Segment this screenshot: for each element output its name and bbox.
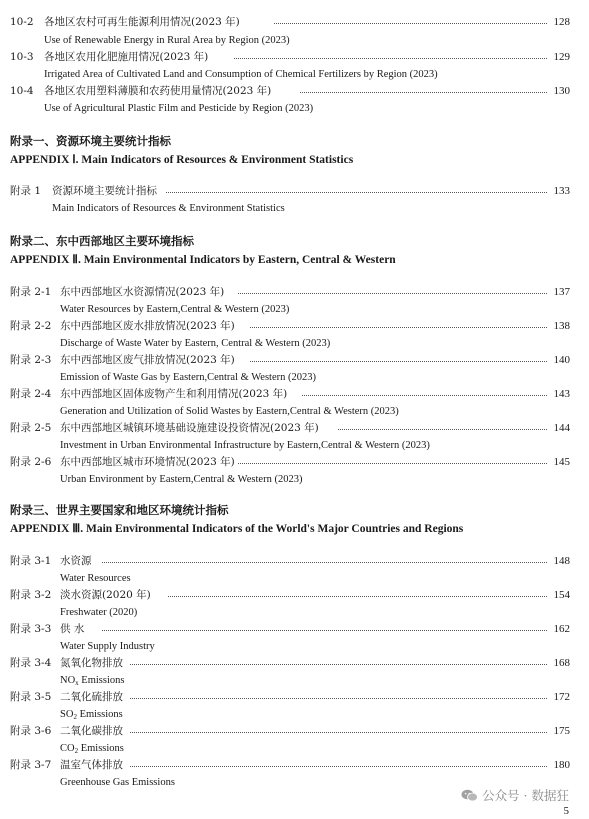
entry-number: 附录 3-4 — [10, 657, 52, 669]
entry-number: 附录 2-2 — [10, 320, 52, 332]
entry-page: 172 — [553, 691, 570, 703]
formula-main: NO — [60, 675, 76, 686]
entry-title-zh: 东中西部地区固体废物产生和利用情况(2023 年) — [60, 388, 288, 400]
entry-page: 144 — [553, 422, 570, 434]
watermark — [461, 786, 569, 804]
watermark-text: 公众号 · 数据狂 — [482, 788, 569, 803]
entry-number: 10-4 — [10, 85, 34, 97]
dot-leader — [102, 562, 547, 563]
entry-title-zh: 资源环境主要统计指标 — [52, 185, 157, 197]
formula-subscript: 2 — [73, 713, 77, 721]
entry-title-en: Greenhouse Gas Emissions — [60, 777, 175, 788]
formula-tail: Emissions — [78, 675, 125, 686]
entry-number: 10-3 — [10, 51, 34, 63]
dot-leader — [130, 766, 547, 767]
toc-entry-appendix-3-1[interactable] — [0, 553, 589, 571]
entry-number: 附录 2-5 — [10, 422, 52, 434]
toc-entry-appendix-3-6[interactable] — [0, 723, 589, 741]
entry-number: 附录 2-6 — [10, 456, 52, 468]
entry-number: 附录 3-7 — [10, 759, 52, 771]
entry-title-zh: 各地区农用塑料薄膜和农药使用量情况(2023 年) — [44, 85, 272, 97]
toc-entry-appendix-3-2[interactable] — [0, 587, 589, 605]
appendix3-heading-en: APPENDIX Ⅲ. Main Environmental Indicators of the World's Major Countries and Regions — [10, 523, 464, 535]
entry-title-en: Water Supply Industry — [60, 641, 155, 652]
dot-leader — [130, 732, 547, 733]
toc-entry-appendix-1[interactable] — [0, 183, 589, 201]
entry-page: 130 — [553, 85, 570, 97]
entry-title-zh: 温室气体排放 — [60, 759, 123, 771]
entry-title-zh: 淡水资源(2020 年) — [60, 589, 151, 601]
formula-main: SO — [60, 709, 74, 720]
appendix2-heading-en: APPENDIX Ⅱ. Main Environmental Indicators by Eastern, Central & Western — [10, 254, 396, 266]
wechat-icon — [461, 789, 478, 802]
entry-page: 154 — [553, 589, 570, 601]
entry-title-en: Urban Environment by Eastern,Central & Western (2023) — [60, 474, 303, 485]
dot-leader — [130, 664, 547, 665]
toc-entry-appendix-2-6[interactable] — [0, 454, 589, 472]
entry-title-zh: 各地区农村可再生能源利用情况(2023 年) — [44, 16, 240, 28]
formula-subscript: 2 — [74, 747, 79, 755]
page-number: 5 — [563, 805, 569, 817]
entry-title-en: Use of Agricultural Plastic Film and Pesticide by Region (2023) — [44, 103, 314, 114]
entry-page: 168 — [553, 657, 570, 669]
appendix3-heading-zh: 附录三、世界主要国家和地区环境统计指标 — [10, 503, 229, 517]
entry-title-zh: 东中西部地区城市环境情况(2023 年) — [60, 456, 235, 468]
entry-page: 143 — [553, 388, 570, 400]
formula-tail: Emissions — [76, 709, 123, 720]
entry-number: 附录 1 — [10, 185, 42, 197]
dot-leader — [234, 58, 547, 59]
entry-title-en: Irrigated Area of Cultivated Land and Consumption of Chemical Fertilizers by Region (2023) — [44, 69, 438, 80]
dot-leader — [338, 429, 547, 430]
entry-title-zh: 东中西部地区废水排放情况(2023 年) — [60, 320, 235, 332]
entry-page: 145 — [553, 456, 570, 468]
formula-subscript: x — [75, 679, 79, 687]
toc-entry-appendix-2-2[interactable] — [0, 318, 589, 336]
entry-page: 180 — [553, 759, 570, 771]
entry-number: 10-2 — [10, 16, 34, 28]
entry-title-zh: 供 水 — [60, 623, 85, 635]
entry-title-zh: 东中西部地区废气排放情况(2023 年) — [60, 354, 235, 366]
entry-title-en: Emission of Waste Gas by Eastern,Central & Western (2023) — [60, 372, 316, 383]
appendix1-heading-zh: 附录一、资源环境主要统计指标 — [10, 134, 171, 148]
entry-title-zh: 氮氧化物排放 — [60, 657, 123, 669]
dot-leader — [300, 92, 547, 93]
entry-title-en: Main Indicators of Resources & Environment Statistics — [52, 203, 285, 214]
dot-leader — [250, 361, 547, 362]
entry-title-en: Investment in Urban Environmental Infrastructure by Eastern,Central & Western (2023) — [60, 440, 430, 451]
entry-number: 附录 3-2 — [10, 589, 52, 601]
toc-entry-appendix-3-4[interactable] — [0, 655, 589, 673]
entry-number: 附录 2-3 — [10, 354, 52, 366]
formula-tail: Emissions — [78, 743, 124, 754]
appendix2-heading-zh: 附录二、东中西部地区主要环境指标 — [10, 234, 194, 248]
entry-number: 附录 3-5 — [10, 691, 52, 703]
dot-leader — [166, 192, 547, 193]
entry-title-zh: 东中西部地区水资源情况(2023 年) — [60, 286, 225, 298]
entry-page: 128 — [553, 16, 570, 28]
entry-title-zh: 各地区农用化肥施用情况(2023 年) — [44, 51, 209, 63]
toc-entry-appendix-3-7[interactable] — [0, 757, 589, 775]
entry-title-zh: 二氧化碳排放 — [60, 725, 123, 737]
entry-title-zh: 二氧化硫排放 — [60, 691, 123, 703]
entry-page: 140 — [553, 354, 570, 366]
entry-number: 附录 2-4 — [10, 388, 52, 400]
entry-title-en: Water Resources by Eastern,Central & Western (2023) — [60, 304, 290, 315]
dot-leader — [238, 293, 547, 294]
entry-page: 133 — [553, 185, 570, 197]
formula-main: CO — [60, 743, 75, 754]
toc-entry-appendix-2-5[interactable] — [0, 420, 589, 438]
entry-title-en: Generation and Utilization of Solid Wastes by Eastern,Central & Western (2023) — [60, 406, 399, 417]
entry-page: 137 — [553, 286, 570, 298]
entry-title-zh: 东中西部地区城镇环境基础设施建设投资情况(2023 年) — [60, 422, 319, 434]
entry-title-zh: 水资源 — [60, 555, 92, 567]
dot-leader — [102, 630, 547, 631]
entry-number: 附录 3-1 — [10, 555, 52, 567]
entry-page: 148 — [553, 555, 570, 567]
entry-title-en: Freshwater (2020) — [60, 607, 138, 618]
toc-entry-10-3[interactable] — [0, 49, 589, 67]
toc-entry-10-2[interactable] — [0, 14, 589, 32]
toc-entry-appendix-2-3[interactable] — [0, 352, 589, 370]
toc-entry-appendix-3-5[interactable] — [0, 689, 589, 707]
entry-number: 附录 2-1 — [10, 286, 52, 298]
dot-leader — [130, 698, 547, 699]
toc-entry-10-4[interactable] — [0, 83, 589, 101]
toc-entry-appendix-3-3[interactable] — [0, 621, 589, 639]
entry-page: 129 — [553, 51, 570, 63]
dot-leader — [168, 596, 547, 597]
entry-title-en: Discharge of Waste Water by Eastern, Central & Western (2023) — [60, 338, 331, 349]
entry-page: 138 — [553, 320, 570, 332]
entry-number: 附录 3-3 — [10, 623, 52, 635]
toc-entry-appendix-2-4[interactable] — [0, 386, 589, 404]
entry-number: 附录 3-6 — [10, 725, 52, 737]
dot-leader — [250, 327, 547, 328]
entry-title-en: Water Resources — [60, 573, 131, 584]
entry-title-en: Use of Renewable Energy in Rural Area by Region (2023) — [44, 35, 290, 46]
appendix1-heading-en: APPENDIX Ⅰ. Main Indicators of Resources & Environment Statistics — [10, 154, 354, 166]
toc-entry-appendix-2-1[interactable] — [0, 284, 589, 302]
entry-page: 162 — [553, 623, 570, 635]
dot-leader — [238, 463, 547, 464]
dot-leader — [302, 395, 547, 396]
dot-leader — [274, 23, 547, 24]
entry-page: 175 — [553, 725, 570, 737]
